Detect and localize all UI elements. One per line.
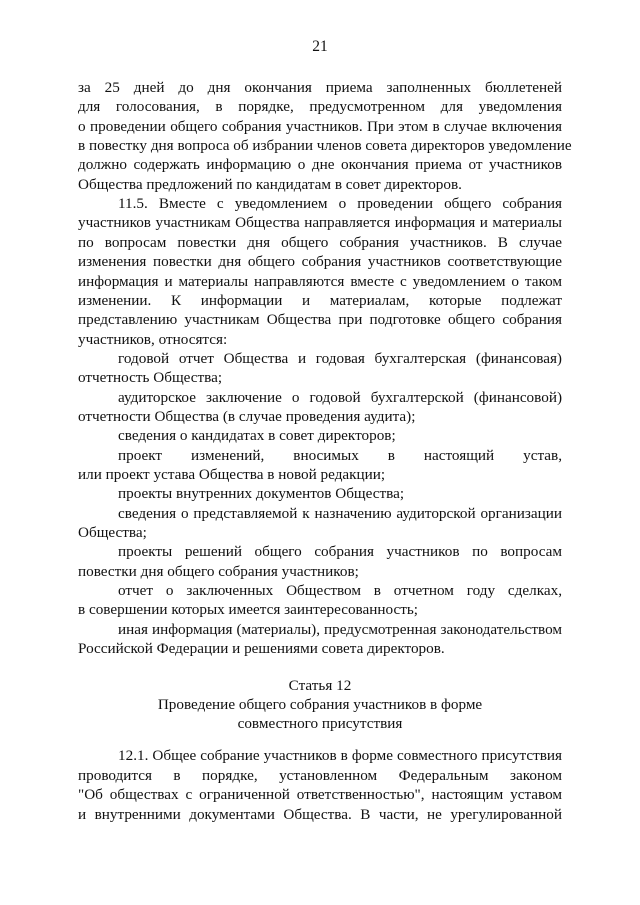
- text-line: изменении. К информации и материалам, которые подлежат: [78, 291, 562, 309]
- text-line: участников, относятся:: [78, 330, 228, 348]
- text-line: сведения о кандидатах в совет директоров;: [118, 427, 396, 445]
- text-line: и внутренними документами Общества. В части, не урегулированной: [78, 805, 562, 823]
- text-line: проекты решений общего собрания участников по вопросам: [118, 543, 562, 561]
- text-line: 11.5. Вместе с уведомлением о проведении общего собрания: [118, 195, 562, 213]
- text-line: проект изменений, вносимых в настоящий устав,: [118, 446, 562, 464]
- text-line: 12.1. Общее собрание участников в форме совместного присутствия: [118, 747, 562, 764]
- text-line: годовой отчет Общества и годовая бухгалтерская (финансовая): [118, 349, 562, 367]
- text-line: иная информация (материалы), предусмотренная законодательством: [118, 620, 562, 638]
- text-line: по вопросам повестки дня общего собрания участников. В случае: [78, 233, 562, 251]
- text-line: проекты внутренних документов Общества;: [118, 485, 405, 503]
- text-line: для голосования, в порядке, предусмотренном для уведомления: [78, 98, 562, 116]
- text-line: в повестку дня вопроса об избрании членов совета директоров уведомление: [78, 137, 572, 155]
- text-line: повестки дня общего собрания участников;: [78, 562, 359, 580]
- text-line: отчет о заключенных Обществом в отчетном году сделках,: [118, 582, 562, 600]
- article-heading: Статья 12: [288, 677, 352, 694]
- text-line: Общества предложений по кандидатам в совет директоров.: [78, 175, 462, 193]
- text-line: "Об обществах с ограниченной ответственностью", настоящим уставом: [78, 786, 562, 804]
- text-line: отчетность Общества;: [78, 369, 223, 387]
- text-line: Российской Федерации и решениями совета директоров.: [78, 640, 445, 658]
- text-line: представлению участникам Общества при подготовке общего собрания: [78, 311, 562, 329]
- article-title-line-2: совместного присутствия: [237, 715, 403, 732]
- text-line: отчетности Общества (в случае проведения аудита);: [78, 407, 416, 425]
- text-line: проводится в порядке, установленном Федеральным законом: [78, 766, 562, 784]
- article-title-line-1: Проведение общего собрания участников в форме: [157, 696, 483, 713]
- text-line: или проект устава Общества в новой редакции;: [78, 466, 386, 483]
- text-line: информация и материалы направляются вместе с уведомлением о таком: [78, 272, 562, 290]
- text-line: Общества;: [78, 524, 147, 542]
- page-number: 21: [312, 38, 328, 55]
- text-line: за 25 дней до дня окончания приема заполненных бюллетеней: [78, 79, 562, 96]
- text-line: аудиторское заключение о годовой бухгалтерской (финансовой): [118, 388, 562, 406]
- text-line: изменения повестки дня общего собрания участников соответствующие: [78, 253, 562, 271]
- text-line: в совершении которых имеется заинтересованность;: [78, 601, 419, 619]
- text-line: о проведении общего собрания участников. При этом в случае включения: [78, 117, 562, 135]
- text-line: участников участникам Общества направляется информация и материалы: [78, 214, 562, 232]
- text-line: сведения о представляемой к назначению аудиторской организации: [118, 504, 562, 522]
- text-line: должно содержать информацию о дне окончания приема от участников: [78, 156, 562, 174]
